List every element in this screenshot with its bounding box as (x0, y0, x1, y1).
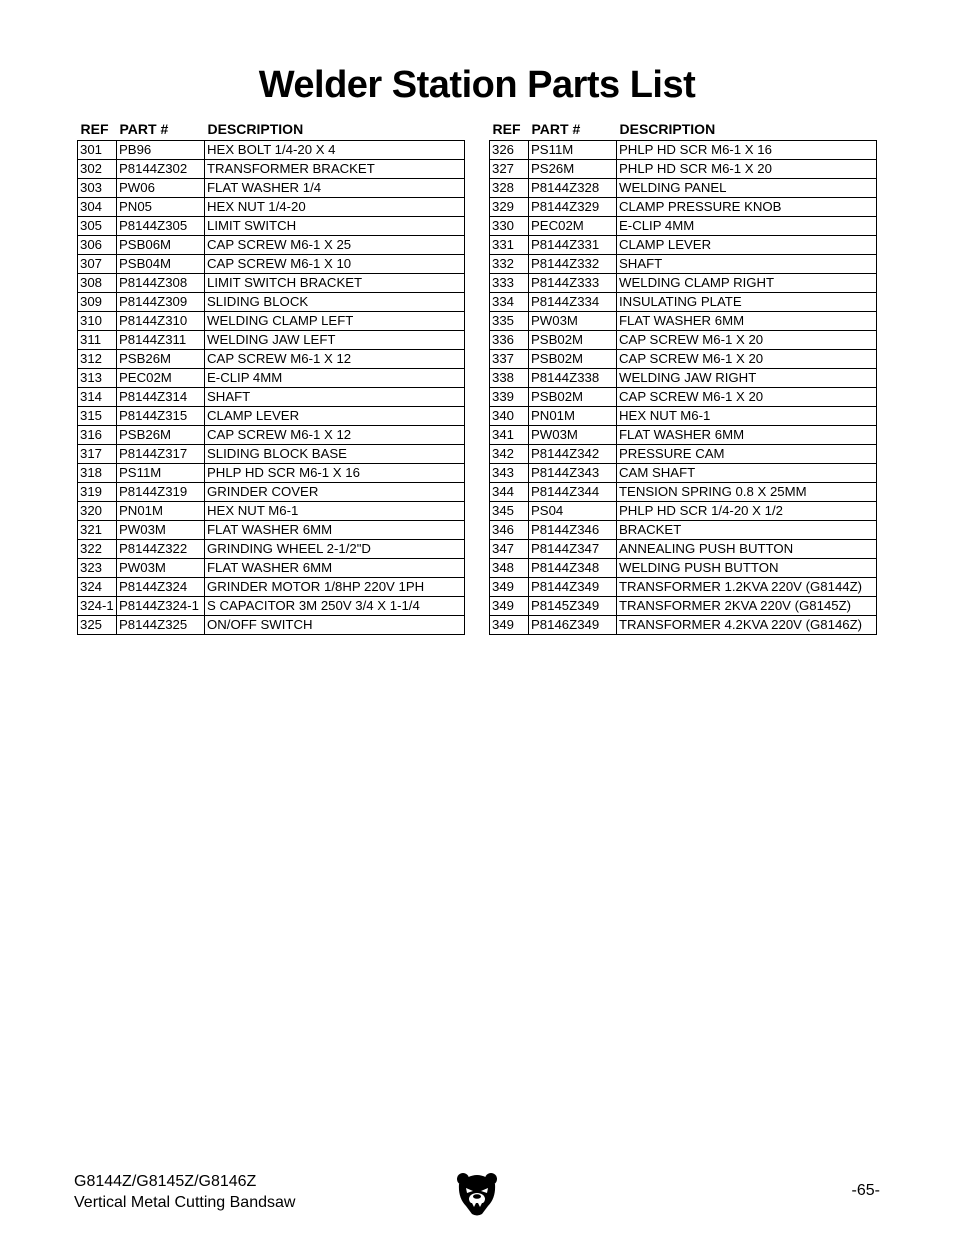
description-cell: TENSION SPRING 0.8 X 25MM (617, 483, 877, 502)
description-cell: GRINDING WHEEL 2-1/2"D (205, 540, 465, 559)
part-number-cell: P8144Z315 (117, 407, 205, 426)
description-cell: CLAMP LEVER (617, 236, 877, 255)
part-header: PART # (119, 121, 169, 137)
ref-cell: 340 (490, 407, 529, 426)
part-number-cell: P8144Z329 (529, 198, 617, 217)
table-row (78, 141, 465, 160)
ref-cell: 344 (490, 483, 529, 502)
ref-cell: 312 (78, 350, 117, 369)
description-cell: ANNEALING PUSH BUTTON (617, 540, 877, 559)
ref-cell: 329 (490, 198, 529, 217)
description-cell: TRANSFORMER 4.2KVA 220V (G8146Z) (617, 616, 877, 635)
description-cell: PHLP HD SCR M6-1 X 16 (205, 464, 465, 483)
part-number-cell: P8144Z308 (117, 274, 205, 293)
table-row (78, 616, 465, 635)
ref-cell: 324-1 (78, 597, 117, 616)
description-cell: CLAMP PRESSURE KNOB (617, 198, 877, 217)
ref-cell: 323 (78, 559, 117, 578)
part-number-cell: P8144Z324 (117, 578, 205, 597)
part-number-cell: PW03M (117, 559, 205, 578)
description-cell: SHAFT (617, 255, 877, 274)
ref-cell: 342 (490, 445, 529, 464)
description-cell: WELDING PUSH BUTTON (617, 559, 877, 578)
ref-cell: 330 (490, 217, 529, 236)
parts-table-left (77, 118, 465, 635)
table-row (490, 141, 877, 160)
table-row (490, 502, 877, 521)
ref-cell: 315 (78, 407, 117, 426)
table-row (78, 388, 465, 407)
description-cell: GRINDER COVER (205, 483, 465, 502)
table-row (78, 369, 465, 388)
description-cell: CAP SCREW M6-1 X 20 (617, 331, 877, 350)
description-cell: FLAT WASHER 6MM (205, 521, 465, 540)
part-number-cell: P8144Z347 (529, 540, 617, 559)
table-row (78, 597, 465, 616)
ref-cell: 349 (490, 597, 529, 616)
part-number-cell: PS11M (117, 464, 205, 483)
part-number-cell: P8144Z344 (529, 483, 617, 502)
table-row (490, 464, 877, 483)
part-number-cell: PW03M (529, 426, 617, 445)
description-cell: PHLP HD SCR M6-1 X 16 (617, 141, 877, 160)
table-row (78, 274, 465, 293)
part-number-cell: P8144Z325 (117, 616, 205, 635)
description-cell: PRESSURE CAM (617, 445, 877, 464)
ref-cell: 314 (78, 388, 117, 407)
ref-cell: 317 (78, 445, 117, 464)
part-number-cell: PN05 (117, 198, 205, 217)
part-number-cell: PB96 (117, 141, 205, 160)
description-cell: WELDING CLAMP RIGHT (617, 274, 877, 293)
table-row (490, 179, 877, 198)
ref-cell: 307 (78, 255, 117, 274)
ref-cell: 318 (78, 464, 117, 483)
table-row (490, 312, 877, 331)
ref-cell: 349 (490, 578, 529, 597)
table-row (490, 407, 877, 426)
ref-cell: 305 (78, 217, 117, 236)
ref-cell: 308 (78, 274, 117, 293)
description-cell: PHLP HD SCR 1/4-20 X 1/2 (617, 502, 877, 521)
page-number: -65- (851, 1182, 880, 1199)
bear-head-icon (456, 1172, 498, 1216)
ref-cell: 327 (490, 160, 529, 179)
description-cell: INSULATING PLATE (617, 293, 877, 312)
table-row (490, 274, 877, 293)
part-number-cell: P8144Z314 (117, 388, 205, 407)
description-cell: PHLP HD SCR M6-1 X 20 (617, 160, 877, 179)
description-cell: CAP SCREW M6-1 X 20 (617, 388, 877, 407)
table-row (490, 331, 877, 350)
table-row (78, 350, 465, 369)
ref-cell: 337 (490, 350, 529, 369)
ref-cell: 301 (78, 141, 117, 160)
page-title: Welder Station Parts List (258, 64, 696, 106)
part-number-cell: PS11M (529, 141, 617, 160)
part-number-cell: P8144Z331 (529, 236, 617, 255)
ref-cell: 334 (490, 293, 529, 312)
description-cell: TRANSFORMER 2KVA 220V (G8145Z) (617, 597, 877, 616)
description-cell: WELDING PANEL (617, 179, 877, 198)
description-cell: CAM SHAFT (617, 464, 877, 483)
table-row (490, 521, 877, 540)
ref-cell: 319 (78, 483, 117, 502)
table-row (490, 540, 877, 559)
table-row (490, 597, 877, 616)
description-cell: S CAPACITOR 3M 250V 3/4 X 1-1/4 (205, 597, 465, 616)
table-row (78, 179, 465, 198)
table-row (78, 521, 465, 540)
part-number-cell: PEC02M (117, 369, 205, 388)
part-number-cell: P8144Z317 (117, 445, 205, 464)
part-number-cell: PSB06M (117, 236, 205, 255)
description-cell: FLAT WASHER 6MM (617, 312, 877, 331)
description-cell: SHAFT (205, 388, 465, 407)
table-row (490, 426, 877, 445)
table-row (490, 160, 877, 179)
ref-cell: 328 (490, 179, 529, 198)
part-number-cell: P8145Z349 (529, 597, 617, 616)
description-cell: HEX NUT M6-1 (617, 407, 877, 426)
description-cell: WELDING JAW LEFT (205, 331, 465, 350)
ref-cell: 345 (490, 502, 529, 521)
ref-cell: 347 (490, 540, 529, 559)
ref-header: REF (80, 121, 109, 137)
table-row (78, 160, 465, 179)
part-header: PART # (531, 121, 581, 137)
table-row (78, 559, 465, 578)
description-cell: CAP SCREW M6-1 X 12 (205, 350, 465, 369)
ref-cell: 326 (490, 141, 529, 160)
part-number-cell: P8144Z328 (529, 179, 617, 198)
description-cell: FLAT WASHER 6MM (205, 559, 465, 578)
ref-cell: 316 (78, 426, 117, 445)
description-cell: FLAT WASHER 6MM (617, 426, 877, 445)
footer-product-name: Vertical Metal Cutting Bandsaw (74, 1194, 296, 1211)
part-number-cell: PW06 (117, 179, 205, 198)
description-cell: CAP SCREW M6-1 X 20 (617, 350, 877, 369)
ref-cell: 322 (78, 540, 117, 559)
ref-cell: 303 (78, 179, 117, 198)
table-row (490, 350, 877, 369)
part-number-cell: PS26M (529, 160, 617, 179)
part-number-cell: P8144Z343 (529, 464, 617, 483)
description-header: DESCRIPTION (207, 121, 304, 137)
table-row (78, 578, 465, 597)
part-number-cell: P8144Z332 (529, 255, 617, 274)
ref-cell: 343 (490, 464, 529, 483)
part-number-cell: P8144Z348 (529, 559, 617, 578)
description-cell: CAP SCREW M6-1 X 12 (205, 426, 465, 445)
ref-cell: 333 (490, 274, 529, 293)
table-row (78, 445, 465, 464)
part-number-cell: P8144Z319 (117, 483, 205, 502)
table-row (78, 407, 465, 426)
description-cell: FLAT WASHER 1/4 (205, 179, 465, 198)
table-row (78, 255, 465, 274)
table-row (490, 236, 877, 255)
description-header: DESCRIPTION (619, 121, 716, 137)
description-cell: TRANSFORMER BRACKET (205, 160, 465, 179)
ref-cell: 325 (78, 616, 117, 635)
part-number-cell: P8144Z305 (117, 217, 205, 236)
part-number-cell: P8144Z334 (529, 293, 617, 312)
table-row (490, 293, 877, 312)
table-row (490, 388, 877, 407)
description-cell: CAP SCREW M6-1 X 10 (205, 255, 465, 274)
part-number-cell: P8144Z302 (117, 160, 205, 179)
table-header-row (78, 118, 465, 141)
ref-cell: 331 (490, 236, 529, 255)
table-row (78, 502, 465, 521)
description-cell: LIMIT SWITCH (205, 217, 465, 236)
table-row (490, 255, 877, 274)
description-cell: TRANSFORMER 1.2KVA 220V (G8144Z) (617, 578, 877, 597)
ref-cell: 336 (490, 331, 529, 350)
description-cell: E-CLIP 4MM (617, 217, 877, 236)
description-cell: LIMIT SWITCH BRACKET (205, 274, 465, 293)
ref-cell: 310 (78, 312, 117, 331)
description-cell: HEX BOLT 1/4-20 X 4 (205, 141, 465, 160)
part-number-cell: P8146Z349 (529, 616, 617, 635)
ref-cell: 349 (490, 616, 529, 635)
table-row (78, 217, 465, 236)
footer-model-numbers: G8144Z/G8145Z/G8146Z (74, 1173, 257, 1190)
part-number-cell: P8144Z322 (117, 540, 205, 559)
description-cell: CLAMP LEVER (205, 407, 465, 426)
description-cell: HEX NUT 1/4-20 (205, 198, 465, 217)
ref-cell: 346 (490, 521, 529, 540)
part-number-cell: P8144Z338 (529, 369, 617, 388)
table-row (78, 198, 465, 217)
part-number-cell: P8144Z311 (117, 331, 205, 350)
part-number-cell: PSB02M (529, 388, 617, 407)
ref-cell: 341 (490, 426, 529, 445)
part-number-cell: PW03M (117, 521, 205, 540)
description-cell: WELDING JAW RIGHT (617, 369, 877, 388)
table-row (78, 331, 465, 350)
ref-cell: 306 (78, 236, 117, 255)
ref-cell: 313 (78, 369, 117, 388)
description-cell: HEX NUT M6-1 (205, 502, 465, 521)
description-cell: E-CLIP 4MM (205, 369, 465, 388)
part-number-cell: PEC02M (529, 217, 617, 236)
parts-table-right (489, 118, 877, 635)
ref-header: REF (492, 121, 521, 137)
table-row (490, 198, 877, 217)
table-row (490, 483, 877, 502)
description-cell: WELDING CLAMP LEFT (205, 312, 465, 331)
part-number-cell: PS04 (529, 502, 617, 521)
part-number-cell: P8144Z349 (529, 578, 617, 597)
parts-table-left-body (78, 141, 465, 635)
description-cell: SLIDING BLOCK (205, 293, 465, 312)
ref-cell: 302 (78, 160, 117, 179)
ref-cell: 321 (78, 521, 117, 540)
table-row (490, 616, 877, 635)
description-cell: ON/OFF SWITCH (205, 616, 465, 635)
ref-cell: 348 (490, 559, 529, 578)
footer-model-info (74, 1171, 295, 1213)
table-row (78, 426, 465, 445)
part-number-cell: PSB26M (117, 350, 205, 369)
part-number-cell: PSB26M (117, 426, 205, 445)
table-row (490, 369, 877, 388)
part-number-cell: PW03M (529, 312, 617, 331)
part-number-cell: PN01M (117, 502, 205, 521)
ref-cell: 304 (78, 198, 117, 217)
ref-cell: 311 (78, 331, 117, 350)
ref-cell: 332 (490, 255, 529, 274)
description-cell: GRINDER MOTOR 1/8HP 220V 1PH (205, 578, 465, 597)
ref-cell: 339 (490, 388, 529, 407)
part-number-cell: P8144Z342 (529, 445, 617, 464)
table-row (78, 464, 465, 483)
table-row (78, 236, 465, 255)
part-number-cell: PSB02M (529, 350, 617, 369)
ref-cell: 335 (490, 312, 529, 331)
description-cell: CAP SCREW M6-1 X 25 (205, 236, 465, 255)
ref-cell: 324 (78, 578, 117, 597)
table-row (490, 578, 877, 597)
description-cell: SLIDING BLOCK BASE (205, 445, 465, 464)
part-number-cell: P8144Z324-1 (117, 597, 205, 616)
parts-table-right-body (490, 141, 877, 635)
table-row (78, 483, 465, 502)
table-row (490, 217, 877, 236)
part-number-cell: PSB02M (529, 331, 617, 350)
ref-cell: 320 (78, 502, 117, 521)
table-row (78, 540, 465, 559)
ref-cell: 309 (78, 293, 117, 312)
ref-cell: 338 (490, 369, 529, 388)
table-row (490, 445, 877, 464)
table-row (490, 559, 877, 578)
table-row (78, 293, 465, 312)
part-number-cell: P8144Z309 (117, 293, 205, 312)
part-number-cell: PN01M (529, 407, 617, 426)
part-number-cell: P8144Z333 (529, 274, 617, 293)
description-cell: BRACKET (617, 521, 877, 540)
table-header-row (490, 118, 877, 141)
part-number-cell: PSB04M (117, 255, 205, 274)
table-row (78, 312, 465, 331)
part-number-cell: P8144Z346 (529, 521, 617, 540)
part-number-cell: P8144Z310 (117, 312, 205, 331)
